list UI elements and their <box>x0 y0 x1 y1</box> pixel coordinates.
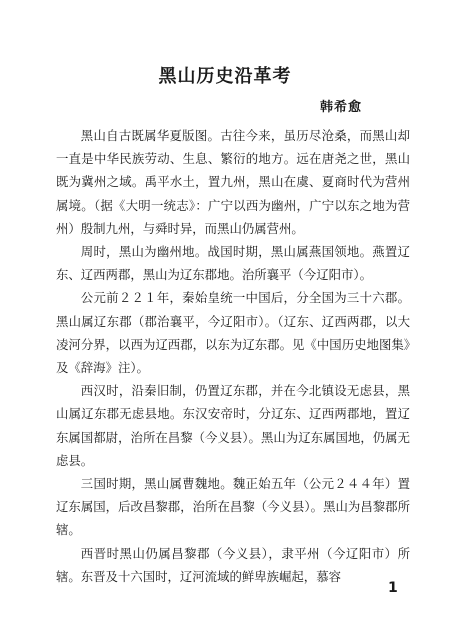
page-number: 1 <box>388 580 398 596</box>
paragraph: 西晋时黑山仍属昌黎郡（今义县），隶平州（今辽阳市）所辖。东晋及十六国时，辽河流域的鲜卑族崛起，慕容 <box>56 545 410 584</box>
paragraph: 黑山自古既属华夏版图。古往今来，虽历尽沧桑，而黑山却一直是中华民族劳动、生息、繁衍的地方。远在唐尧之世，黑山既为冀州之域。禹平水土，置九州，黑山在虞、夏商时代为营州属境。（据《大明一统志》：广宁以西为幽州，广宁以东之地为营州）殷制九州，与舜时异，而黑山仍属营州。 <box>56 128 410 236</box>
document-title: 黑山历史沿革考 <box>158 66 292 87</box>
paragraph: 周时，黑山为幽州地。战国时期，黑山属燕国领地。燕置辽东、辽西两郡，黑山为辽东郡地。治所襄平（今辽阳市）。 <box>56 244 410 283</box>
paragraph: 西汉时，沿秦旧制，仍置辽东郡，并在今北镇设无虑县，黑山属辽东郡无虑县地。东汉安帝时，分辽东、辽西两郡地，置辽东属国都尉，治所在昌黎（今义县）。黑山为辽东属国地，仍属无虑县。 <box>56 383 410 468</box>
paragraph: 公元前２２１年，秦始皇统一中国后，分全国为三十六郡。黑山属辽东郡（郡治襄平，今辽阳市）。（辽东、辽西两郡，以大凌河分界，以西为辽西郡，以东为辽东郡。见《中国历史地图集》及《辞海》注）。 <box>56 290 410 376</box>
author-name: 韩希愈 <box>320 100 363 115</box>
document-body <box>56 124 410 588</box>
paragraph: 三国时期，黑山属曹魏地。魏正始五年（公元２４４年）置辽东属国，后改昌黎郡，治所在昌黎（今义县）。黑山为昌黎郡所辖。 <box>56 476 410 538</box>
